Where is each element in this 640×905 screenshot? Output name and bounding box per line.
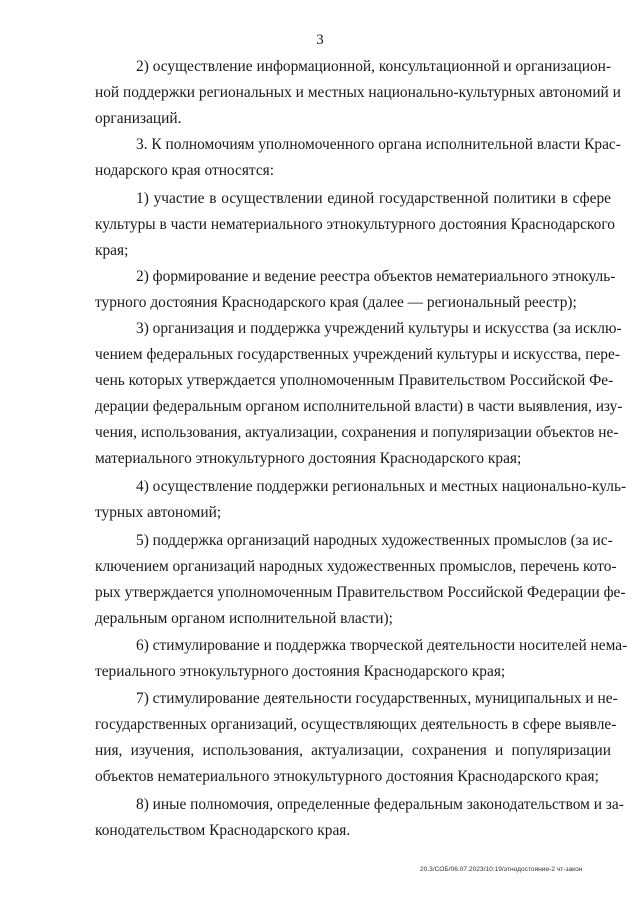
page-number: 3 (316, 32, 324, 48)
text-line: турных автономий; (95, 504, 222, 521)
text-line: 2) формирование и ведение реестра объектов нематериального этнокуль- (136, 268, 616, 285)
text-line: чением федеральных государственных учреждений культуры и искусства, пере- (95, 346, 620, 363)
text-line: турного достояния Краснодарского края (далее — региональный реестр); (95, 294, 577, 311)
text-line: дерации федеральным органом исполнительной власти) в части выявления, изу- (95, 398, 623, 415)
text-line: 2) осуществление информационной, консультационной и организацион- (136, 58, 611, 75)
text-line: 3) организация и поддержка учреждений культуры и искусства (за исклю- (136, 320, 622, 337)
text-line: материального этнокультурного достояния Краснодарского края; (95, 450, 522, 467)
text-line: чень которых утверждается уполномоченным Правительством Российской Фе- (95, 372, 614, 389)
text-line: ния, изучения, использования, актуализации, сохранения и популяризации (95, 742, 611, 759)
text-line: ной поддержки региональных и местных национально-культурных автономий и (95, 84, 621, 101)
footer-file-stamp: 20.3/СОБ/06.07.2023/10:19/этнодостояние-2 чт-закон (420, 866, 583, 873)
text-line: 7) стимулирование деятельности государственных, муниципальных и не- (136, 690, 618, 707)
text-line: государственных организаций, осуществляющих деятельность в сфере выявле- (95, 716, 617, 733)
text-line: 5) поддержка организаций народных художественных промыслов (за ис- (136, 532, 613, 549)
text-line: 1) участие в осуществлении единой государственной политики в сфере (136, 190, 611, 207)
text-line: края; (95, 242, 129, 259)
text-line: чения, использования, актуализации, сохранения и популяризации объектов не- (95, 424, 619, 441)
text-line: 8) иные полномочия, определенные федеральным законодательством и за- (136, 796, 624, 813)
text-line: нодарского края относятся: (95, 162, 275, 179)
text-line: рых утверждается уполномоченным Правительством Российской Федерации фе- (95, 584, 626, 601)
text-line: териального этнокультурного достояния Краснодарского края; (95, 663, 506, 680)
text-line: конодательством Краснодарского края. (95, 822, 351, 839)
text-line: деральным органом исполнительной власти); (95, 610, 393, 627)
text-line: объектов нематериального этнокультурного достояния Краснодарского края; (95, 768, 599, 785)
text-line: ключением организаций народных художественных промыслов, перечень кото- (95, 558, 617, 575)
text-line: 3. К полномочиям уполномоченного органа исполнительной власти Крас- (136, 136, 621, 153)
text-line: организаций. (95, 110, 182, 127)
text-line: 6) стимулирование и поддержка творческой деятельности носителей нема- (136, 637, 628, 654)
text-line: культуры в части нематериального этнокультурного достояния Краснодарского (95, 216, 615, 233)
text-line: 4) осуществление поддержки региональных и местных национально-куль- (136, 478, 627, 495)
